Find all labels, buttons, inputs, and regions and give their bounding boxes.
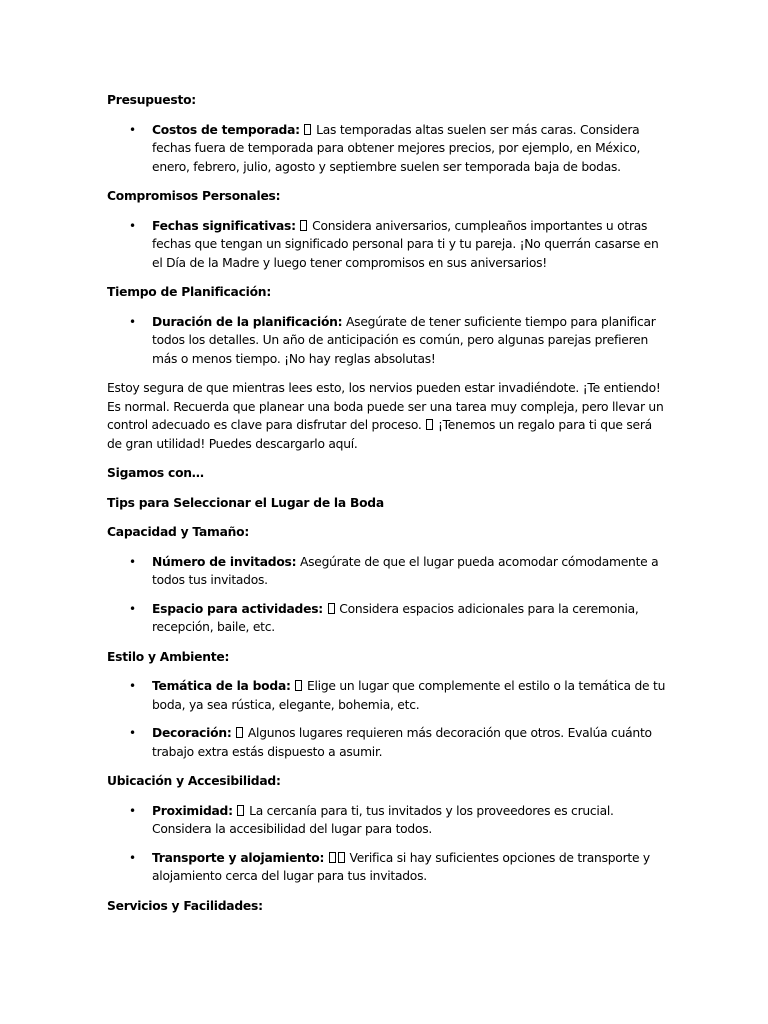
item-text: Considera aniversarios, cumpleaños importantes u otras fechas que tengan un significado personal para ti y tu pareja. ¡No querrán casarse en el Día de la Madre y luego tener compromisos en sus aniversarios! [152, 218, 659, 270]
bullet-icon: • [129, 726, 136, 740]
bullet-icon: • [129, 122, 136, 137]
item-term: Costos de temporada: [152, 122, 300, 137]
item-term: Fechas significativas: [152, 218, 296, 233]
document-body [107, 91, 667, 926]
item-term: Duración de la planificación: [152, 314, 343, 329]
bullet-icon: • [129, 218, 136, 233]
bullet-icon: • [129, 850, 136, 865]
item-text: Elige un lugar que complemente el estilo o la temática de tu boda, ya sea rústica, elegante, bohemia, etc. [152, 679, 666, 712]
item-text: Asegúrate de que el lugar pueda acomodar cómodamente a todos tus invitados. [152, 554, 659, 587]
paragraph-nervios [107, 379, 667, 453]
missing-emoji-icon [426, 419, 433, 430]
heading-estilo: Estilo y Ambiente: [107, 649, 230, 664]
heading-presupuesto: Presupuesto: [107, 93, 196, 107]
bullet-icon: • [129, 314, 136, 329]
bullet-icon: • [129, 803, 136, 818]
missing-emoji-icon [300, 220, 307, 231]
list-capacidad [107, 553, 667, 637]
bullet-icon: • [129, 554, 136, 569]
item-text: Considera espacios adicionales para la ceremonia, recepción, baile, etc. [152, 601, 639, 634]
missing-emoji-icon [237, 805, 244, 816]
item-text: Verifica si hay suficientes opciones de transporte y alojamiento cerca del lugar para tus invitados. [152, 850, 650, 883]
list-presupuesto [107, 121, 667, 177]
list-item [107, 677, 667, 714]
item-term: Espacio para actividades: [152, 601, 323, 616]
list-ubicacion [107, 802, 667, 886]
missing-emoji-icon [236, 727, 243, 738]
list-item [107, 724, 667, 761]
missing-emoji-icon [338, 852, 345, 863]
heading-tips: Tips para Seleccionar el Lugar de la Boda [107, 495, 384, 510]
item-term: Proximidad: [152, 803, 233, 818]
bullet-icon: • [129, 601, 136, 616]
list-compromisos [107, 217, 667, 273]
heading-ubicacion: Ubicación y Accesibilidad: [107, 774, 281, 788]
item-text: La cercanía para ti, tus invitados y los proveedores es crucial. Considera la accesibilidad del lugar para todos. [152, 803, 614, 836]
item-text: Asegúrate de tener suficiente tiempo para planificar todos los detalles. Un año de anticipación es común, pero algunas parejas prefieren más o menos tiempo. ¡No hay reglas absolutas! [152, 314, 656, 366]
list-tiempo [107, 313, 667, 369]
missing-emoji-icon [329, 852, 336, 863]
item-term: Decoración: [152, 726, 232, 740]
list-item [107, 600, 667, 637]
item-term: Número de invitados: [152, 554, 297, 569]
paragraph-text: Estoy segura de que mientras lees esto, los nervios pueden estar invadiéndote. ¡Te entiendo! Es normal. Recuerda que planear una boda puede ser una tarea muy compleja, pero llevar un control adecuado es clave para disfrutar del proceso. [107, 381, 664, 432]
list-item [107, 313, 667, 369]
list-item [107, 217, 667, 273]
item-term: Transporte y alojamiento: [152, 850, 325, 865]
missing-emoji-icon [295, 680, 302, 691]
heading-compromisos: Compromisos Personales: [107, 189, 281, 203]
item-term: Temática de la boda: [152, 679, 291, 693]
missing-emoji-icon [328, 603, 335, 614]
list-item [107, 121, 667, 177]
heading-tiempo: Tiempo de Planificación: [107, 285, 271, 299]
list-estilo [107, 677, 667, 761]
heading-sigamos: Sigamos con… [107, 466, 204, 480]
heading-capacidad: Capacidad y Tamaño: [107, 525, 249, 539]
missing-emoji-icon [304, 124, 311, 135]
item-text: Las temporadas altas suelen ser más caras. Considera fechas fuera de temporada para obtener mejores precios, por ejemplo, en México, enero, febrero, julio, agosto y septiembre suelen ser temporada baja de bodas. [152, 122, 641, 174]
paragraph-tail: ¡Tenemos un regalo para ti que será de gran utilidad! Puedes descargarlo aquí. [107, 418, 652, 451]
list-item [107, 553, 667, 590]
heading-servicios: Servicios y Facilidades: [107, 898, 263, 913]
list-item [107, 849, 667, 886]
bullet-icon: • [129, 679, 136, 693]
list-item [107, 802, 667, 839]
item-text: Algunos lugares requieren más decoración que otros. Evalúa cuánto trabajo extra estás dispuesto a asumir. [152, 726, 652, 759]
